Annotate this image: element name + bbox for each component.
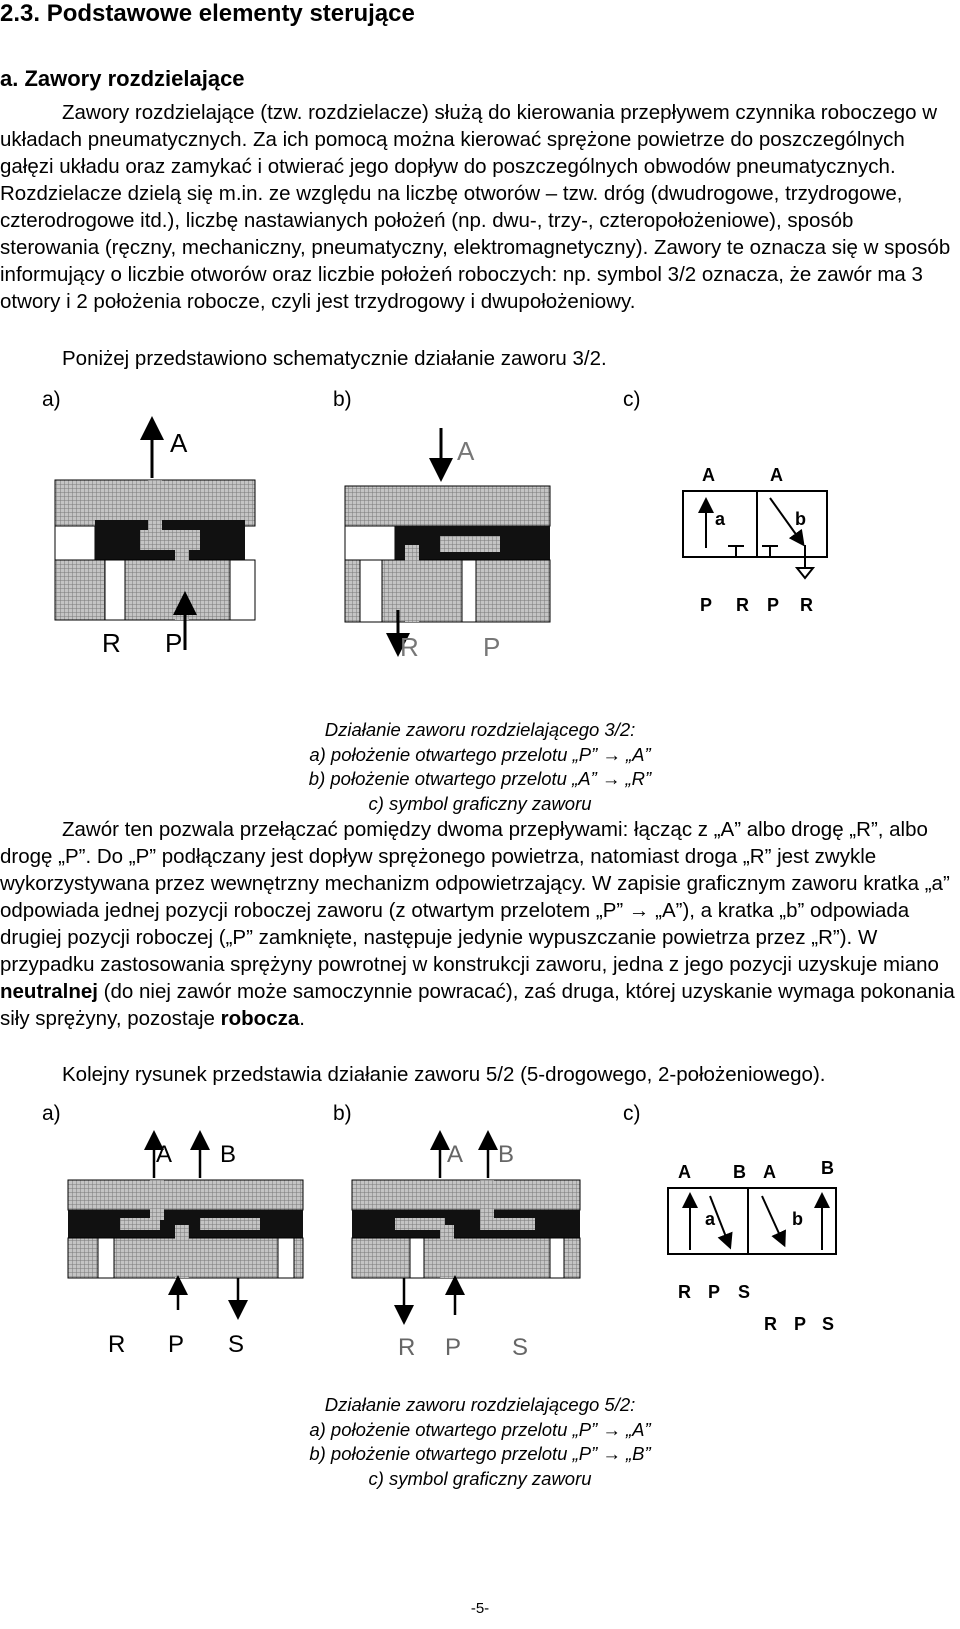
desc-part-2: (do niej zawór może samoczynnie powracać), zaś druga, której uzyskanie wymaga pokonania siły sprężyny, pozostaje xyxy=(0,980,955,1030)
valve32-symbol xyxy=(683,491,827,578)
valve52-symbol-port-S2: S xyxy=(822,1314,835,1334)
valve52-caption-line: c) symbol graficzny zaworu xyxy=(368,1467,592,1489)
panel52-label-c: c) xyxy=(623,1102,641,1125)
valve52-symbol-port-P2: P xyxy=(794,1314,807,1334)
valve52-symbol-port-A2: A xyxy=(763,1162,776,1182)
valve32-symbol-port-R1: R xyxy=(736,595,749,615)
panel-label-b: b) xyxy=(333,388,352,411)
desc-bold-neutralnej: neutralnej xyxy=(0,980,98,1003)
valve32-b-port-A: A xyxy=(457,436,475,466)
valve52-caption-line: a) położenie otwartego przelotu „P” → „A” xyxy=(309,1418,651,1440)
valve52-symbol xyxy=(668,1188,836,1254)
valve52-symbol-port-B2: B xyxy=(821,1158,834,1178)
valve32-b-port-P: P xyxy=(483,632,501,662)
panel-label-a: a) xyxy=(42,388,61,411)
valve32-symbol-port-R2: R xyxy=(800,595,813,615)
valve52-symbol-port-B1: B xyxy=(733,1162,746,1182)
panel52-label-a: a) xyxy=(42,1102,61,1125)
valve52-intro-text: Kolejny rysunek przedstawia działanie zaworu 5/2 (5-drogowego, 2-położeniowego). xyxy=(62,1063,826,1086)
valve32-caption-line: b) położenie otwartego przelotu „A” → „R” xyxy=(308,768,652,789)
desc-part-3: . xyxy=(299,1007,305,1030)
valve52-symbol-port-R1: R xyxy=(678,1282,691,1302)
valve52-a-port-R: R xyxy=(108,1331,126,1358)
valve52-symbol-port-P1: P xyxy=(708,1282,721,1302)
valve32-intro xyxy=(0,345,955,372)
valve52-symbol-box-b: b xyxy=(792,1209,803,1229)
desc-bold-robocza: robocza xyxy=(220,1007,300,1030)
valve32-symbol-port-P1: P xyxy=(700,595,713,615)
panel52-label-b: b) xyxy=(333,1102,352,1125)
valve32-intro-text: Poniżej przedstawiono schematycznie działanie zaworu 3/2. xyxy=(62,347,607,370)
valve32-symbol-port-P2: P xyxy=(767,595,780,615)
valve32-symbol-port-A1: A xyxy=(702,465,715,485)
valve52-caption-line: b) położenie otwartego przelotu „P” → „B” xyxy=(309,1443,651,1464)
valve52-b-port-A: A xyxy=(447,1141,464,1168)
valve52-b-body xyxy=(352,1140,580,1315)
valve32-a-port-R: R xyxy=(102,628,121,658)
valve32-description xyxy=(0,816,955,1032)
valve52-intro xyxy=(0,1061,955,1088)
valve52-a-port-B: B xyxy=(220,1141,237,1168)
valve32-symbol-box-b: b xyxy=(795,509,806,529)
desc-part-1: Zawór ten pozwala przełączać pomiędzy dwoma przepływami: łącząc z „A” albo drogę „R”, albo drogę „P”. Do „P” podłączany jest dopływ sprężonego powietrza, natomiast droga „R” jest zwykle wykorzystywana przez wewnętrzny mechanizm odpowietrzający. W zapisie graficznym zaworu kratka „a” odpowiada jednej pozycji roboczej zaworu (z otwartym przelotem „P” → „A”), a kratka „b” odpowiada drugiej pozycji roboczej („P” zamknięte, następuje jedynie wypuszczanie powietrza przez „R”). W przypadku zastosowania sprężyny powrotnej w konstrukcji zaworu, jedna z jego pozycji uzyskuje miano xyxy=(0,818,950,976)
valve52-a-port-P: P xyxy=(168,1331,185,1358)
valve52-caption xyxy=(200,1393,760,1491)
valve52-symbol-port-A1: A xyxy=(678,1162,691,1182)
valve52-b-port-S: S xyxy=(512,1334,529,1361)
intro-text: Zawory rozdzielające (tzw. rozdzielacze) służą do kierowania przepływem czynnika roboczego w układach pneumatycznych. Za ich pomocą można kierować sprężone powietrze do poszczególnych gałęzi układu oraz zamykać i otwierać jego dopływ do poszczególnych obwodów pneumatycznych. Rozdzielacze dzielą się m.in. ze względu na liczbę otworów – tzw. dróg (dwudrogowe, trzydrogowe, czterodrogowe itd.), liczbę nastawianych położeń (np. dwu-, trzy-, czteropołożeniowe), sposób sterowania (ręczny, mechaniczny, pneumatyczny, elektromagnetyczny). Zawory te oznacza się w sposób informujący o liczbie otworów oraz liczbie położeń roboczych: np. symbol 3/2 oznacza, że zawór ma 3 otwory i 2 położenia robocze, czyli jest trzydrogowy i dwupołożeniowy. xyxy=(0,101,951,313)
valve32-b-port-R: R xyxy=(400,632,419,662)
valve52-b-port-B: B xyxy=(498,1141,515,1168)
valve32-b-body xyxy=(345,428,550,645)
valve52-b-port-R: R xyxy=(398,1334,416,1361)
valve32-caption-line: Działanie zaworu rozdzielającego 3/2: xyxy=(324,719,636,740)
valve52-caption-line: Działanie zaworu rozdzielającego 5/2: xyxy=(324,1394,636,1415)
panel-label-c: c) xyxy=(623,388,641,411)
valve32-diagram xyxy=(0,410,960,680)
valve32-a-body xyxy=(55,428,255,650)
valve32-caption-line: a) położenie otwartego przelotu „P” → „A” xyxy=(309,743,651,765)
valve32-caption xyxy=(200,718,760,816)
valve32-symbol-box-a: a xyxy=(715,509,726,529)
valve52-symbol-port-S1: S xyxy=(738,1282,751,1302)
valve32-a-port-A: A xyxy=(170,428,188,458)
valve52-a-port-S: S xyxy=(228,1331,245,1358)
valve52-b-port-P: P xyxy=(445,1334,462,1361)
intro-paragraph xyxy=(0,99,955,315)
valve32-a-port-P: P xyxy=(165,628,183,658)
valve32-symbol-port-A2: A xyxy=(770,465,783,485)
valve52-diagram xyxy=(0,1125,960,1380)
subsection-title: a. Zawory rozdzielające xyxy=(0,66,245,91)
valve32-caption-line: c) symbol graficzny zaworu xyxy=(368,792,592,814)
section-title: 2.3. Podstawowe elementy sterujące xyxy=(0,0,415,27)
valve52-symbol-port-R2: R xyxy=(764,1314,777,1334)
valve52-symbol-box-a: a xyxy=(705,1209,716,1229)
valve52-a-body xyxy=(68,1140,303,1310)
page-number: -5- xyxy=(470,1600,490,1617)
valve52-a-port-A: A xyxy=(156,1141,173,1168)
